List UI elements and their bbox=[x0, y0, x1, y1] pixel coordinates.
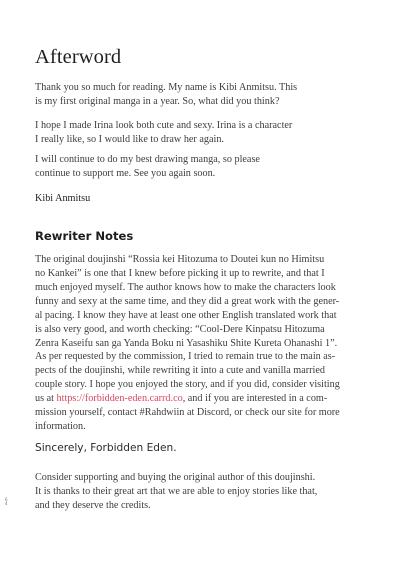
text-line: funny and sexy at the same time, and they did a great work with the gener- bbox=[35, 296, 340, 307]
text-line bbox=[35, 392, 370, 406]
rewriter-paragraph-1 bbox=[35, 253, 370, 351]
text-line: is also very good, and worth checking: “Cool-Dere Kinpatsu Hitozuma bbox=[35, 324, 325, 335]
text-line: is my first original manga in a year. So, what did you think? bbox=[35, 96, 280, 107]
rewriter-paragraph-2 bbox=[35, 350, 370, 434]
forbidden-eden-link[interactable]: https://forbidden-eden.carrd.co bbox=[56, 393, 183, 404]
text-line: information. bbox=[35, 421, 86, 432]
text-line: It is thanks to their great art that we are able to enjoy stories like that, bbox=[35, 486, 318, 497]
rewriter-paragraph-3 bbox=[35, 471, 370, 513]
text-line: I really like, so I would like to draw her again. bbox=[35, 134, 224, 145]
page-number-digit: 4 bbox=[5, 501, 8, 506]
afterword-paragraph-1 bbox=[35, 81, 370, 109]
text-fragment: us at bbox=[35, 393, 57, 404]
text-line: and they deserve the credits. bbox=[35, 500, 151, 511]
afterword-author: Kibi Anmitsu bbox=[35, 193, 91, 204]
text-line: no Kankei” is one that I knew before picking it up to rewrite, and that I bbox=[35, 268, 325, 279]
page-number bbox=[5, 498, 8, 506]
text-line: continue to support me. See you again soon. bbox=[35, 168, 216, 179]
text-line: I hope I made Irina look both cute and sexy. Irina is a character bbox=[35, 120, 293, 131]
text-line: mission yourself, contact #Rahdwiin at Discord, or check our site for more bbox=[35, 407, 340, 418]
afterword-paragraph-2 bbox=[35, 119, 370, 147]
text-line: Thank you so much for reading. My name is Kibi Anmitsu. This bbox=[35, 82, 298, 93]
text-line: Consider supporting and buying the original author of this doujinshi. bbox=[35, 472, 316, 483]
text-line: al pacing. I know they have at least one other English translated work that bbox=[35, 310, 337, 321]
text-line: The original doujinshi “Rossia kei Hitozuma to Doutei kun no Himitsu bbox=[35, 254, 325, 265]
text-line: much enjoyed myself. The author knows how to make the characters look bbox=[35, 282, 336, 293]
signoff: Sincerely, Forbidden Eden. bbox=[35, 442, 177, 454]
afterword-paragraph-3 bbox=[35, 153, 370, 181]
rewriter-notes-title: Rewriter Notes bbox=[35, 229, 134, 243]
text-line: Zenra Kaseifu san ga Yanda Boku ni Yasashiku Shite Kureta Ohanashi 1”. bbox=[35, 338, 338, 349]
text-line: pects of the doujinshi, while rewriting it into a cute and vanilla married bbox=[35, 365, 325, 376]
text-line: couple story. I hope you enjoyed the story, and if you did, consider visiting bbox=[35, 379, 340, 390]
text-fragment: , and if you are interested in a com- bbox=[182, 393, 328, 404]
text-line: I will continue to do my best drawing manga, so please bbox=[35, 154, 260, 165]
page-number-digit: 6 bbox=[5, 497, 8, 502]
afterword-title: Afterword bbox=[35, 46, 122, 68]
text-line: As per requested by the commission, I tried to remain true to the main as- bbox=[35, 351, 336, 362]
